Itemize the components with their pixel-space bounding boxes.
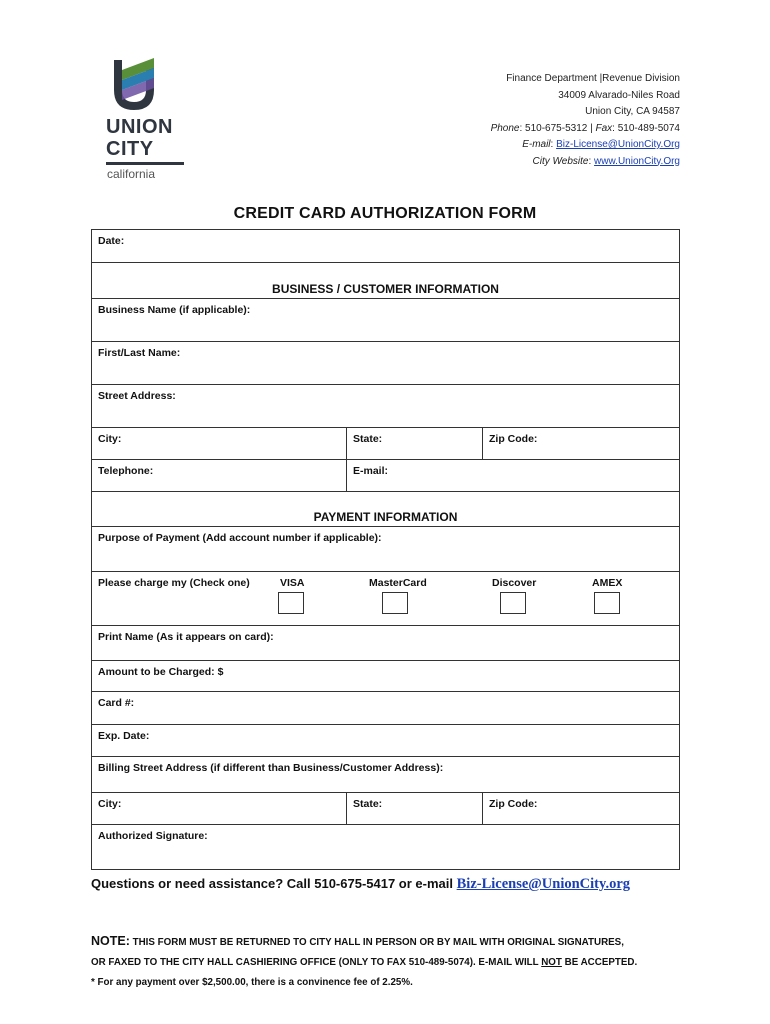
note-line-3: * For any payment over $2,500.00, there is a convinence fee of 2.25%. xyxy=(91,977,413,988)
date-label: Date: xyxy=(98,235,125,247)
signature-label: Authorized Signature: xyxy=(98,830,208,842)
billing-state-label: State: xyxy=(353,798,383,810)
billing-state-cell[interactable] xyxy=(346,793,482,824)
telephone-label: Telephone: xyxy=(98,465,154,477)
mastercard-label: MasterCard xyxy=(369,577,427,589)
zip-label: Zip Code: xyxy=(489,433,538,445)
fax-label: Fax xyxy=(595,122,613,134)
card-number-label: Card #: xyxy=(98,697,135,709)
charge-label: Please charge my (Check one) xyxy=(98,577,250,589)
phone-fax-line: Phone: 510-675-5312 | Fax: 510-489-5074 xyxy=(490,122,680,134)
purpose-label: Purpose of Payment (Add account number if applicable): xyxy=(98,532,382,544)
street-address-row[interactable] xyxy=(92,385,679,428)
business-name-row[interactable] xyxy=(92,299,679,342)
website-line: City Website: www.UnionCity.Org xyxy=(532,155,680,167)
logo-word-city: CITY xyxy=(106,138,154,160)
contact-block xyxy=(491,71,680,170)
note-text-2c: BE ACCEPTED. xyxy=(564,957,638,968)
zip-cell[interactable] xyxy=(482,428,679,459)
street-address-label: Street Address: xyxy=(98,390,176,402)
business-section-header xyxy=(92,263,679,299)
fax-number: 510-489-5074 xyxy=(617,122,680,134)
note-text-1: THIS FORM MUST BE RETURNED TO CITY HALL IN PERSON OR BY MAIL WITH ORIGINAL SIGNATURES, xyxy=(132,937,624,948)
note-text-2b: NOT xyxy=(541,957,562,968)
questions-line xyxy=(91,876,630,893)
payment-section-header xyxy=(92,492,679,527)
exp-date-label: Exp. Date: xyxy=(98,730,150,742)
note-line-2 xyxy=(91,953,691,973)
visa-label: VISA xyxy=(280,577,305,589)
website-label: City Website xyxy=(532,155,589,167)
first-last-name-label: First/Last Name: xyxy=(98,347,181,359)
city-state-zip-row xyxy=(92,428,679,460)
telephone-cell[interactable] xyxy=(92,460,346,491)
billing-address-row[interactable] xyxy=(92,757,679,793)
payment-section-title: PAYMENT INFORMATION xyxy=(313,510,458,524)
note-block xyxy=(91,931,691,993)
logo-word-california: california xyxy=(107,167,156,181)
union-city-logo xyxy=(104,56,188,188)
first-last-name-row[interactable] xyxy=(92,342,679,385)
billing-city-state-zip-row xyxy=(92,793,679,825)
card-type-row xyxy=(92,572,679,626)
billing-city-label: City: xyxy=(98,798,122,810)
amex-checkbox[interactable] xyxy=(594,592,620,614)
phone-label: Phone xyxy=(490,122,520,134)
logo-word-union: UNION xyxy=(106,116,173,138)
billing-zip-label: Zip Code: xyxy=(489,798,538,810)
address-line: 34009 Alvarado-Niles Road xyxy=(558,89,680,101)
purpose-row[interactable] xyxy=(92,527,679,572)
date-row[interactable] xyxy=(92,230,679,263)
note-label: NOTE: xyxy=(91,934,130,948)
form-title: CREDIT CARD AUTHORIZATION FORM xyxy=(233,205,537,222)
email-field-label: E-mail: xyxy=(353,465,389,477)
print-name-row[interactable] xyxy=(92,626,679,661)
card-number-row[interactable] xyxy=(92,692,679,725)
logo-divider xyxy=(106,162,184,165)
email-line: E-mail: Biz-License@UnionCity.Org xyxy=(522,139,680,150)
department-line: Finance Department |Revenue Division xyxy=(506,73,680,84)
email-link[interactable]: Biz-License@UnionCity.Org xyxy=(556,139,680,150)
amount-row[interactable] xyxy=(92,661,679,692)
email-label: E-mail xyxy=(522,139,551,150)
visa-checkbox[interactable] xyxy=(278,592,304,614)
note-line-1 xyxy=(91,931,691,953)
business-name-label: Business Name (if applicable): xyxy=(98,304,251,316)
exp-date-row[interactable] xyxy=(92,725,679,757)
print-name-label: Print Name (As it appears on card): xyxy=(98,631,274,643)
email-cell[interactable] xyxy=(346,460,679,491)
discover-checkbox[interactable] xyxy=(500,592,526,614)
telephone-email-row xyxy=(92,460,679,492)
billing-address-label: Billing Street Address (if different than Business/Customer Address): xyxy=(98,762,444,774)
city-label: City: xyxy=(98,433,122,445)
note-text-2a: OR FAXED TO THE CITY HALL CASHIERING OFFICE (ONLY TO FAX 510-489-5074). E-MAIL WILL xyxy=(91,957,539,968)
amount-label: Amount to be Charged: $ xyxy=(98,666,224,678)
city-state-line: Union City, CA 94587 xyxy=(585,106,680,117)
amex-label: AMEX xyxy=(592,577,623,589)
city-cell[interactable] xyxy=(92,428,346,459)
state-label: State: xyxy=(353,433,383,445)
website-link[interactable]: www.UnionCity.Org xyxy=(594,155,680,167)
signature-row[interactable] xyxy=(92,825,679,869)
billing-zip-cell[interactable] xyxy=(482,793,679,824)
state-cell[interactable] xyxy=(346,428,482,459)
union-city-emblem-icon xyxy=(110,56,170,114)
mastercard-checkbox[interactable] xyxy=(382,592,408,614)
business-section-title: BUSINESS / CUSTOMER INFORMATION xyxy=(272,282,499,296)
questions-email-link[interactable]: Biz-License@UnionCity.org xyxy=(456,876,631,892)
billing-city-cell[interactable] xyxy=(92,793,346,824)
questions-text: Questions or need assistance? Call 510-675-5417 or e-mail xyxy=(91,876,453,891)
phone-number: 510-675-5312 xyxy=(525,122,588,134)
discover-label: Discover xyxy=(492,577,537,589)
authorization-form xyxy=(91,229,680,870)
